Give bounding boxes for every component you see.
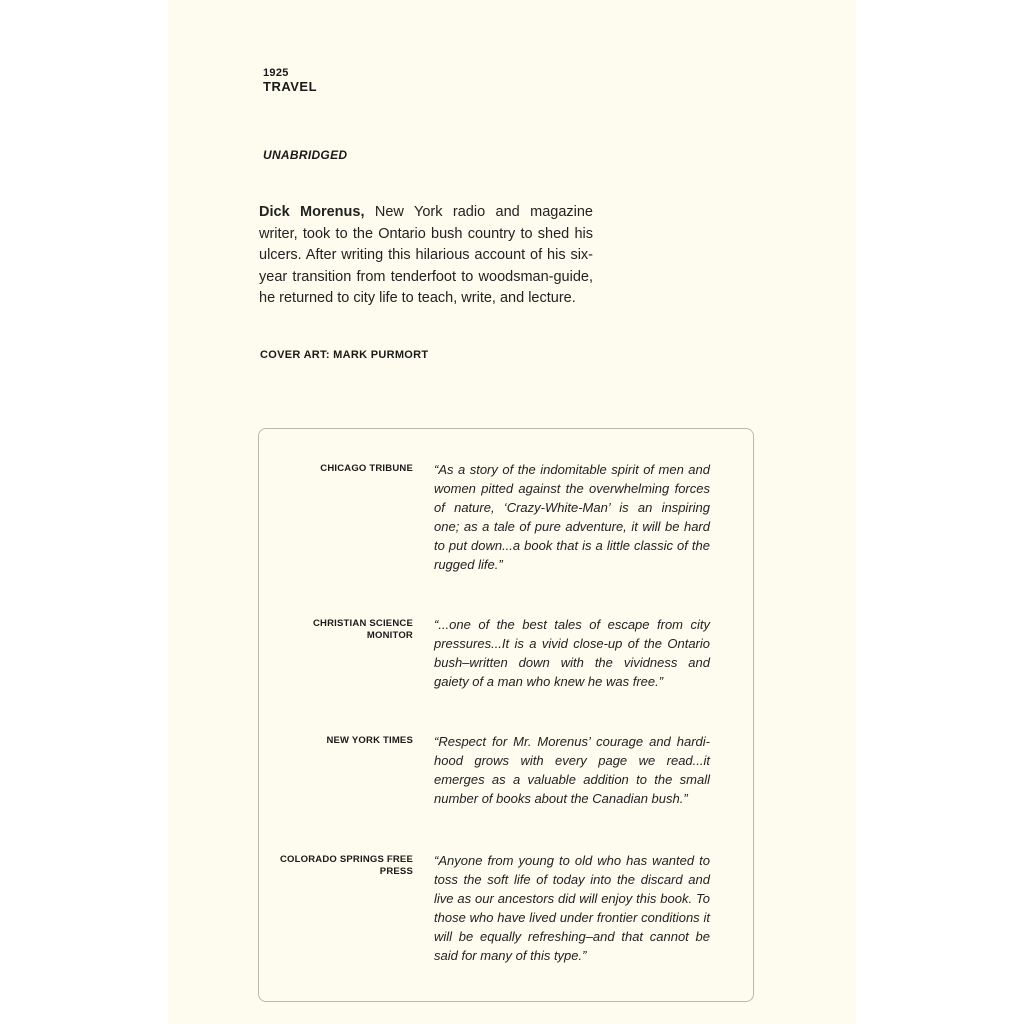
author-name: Dick Morenus, xyxy=(259,204,365,220)
reviews-panel xyxy=(258,428,754,1002)
edition-label: UNABRIDGED xyxy=(263,148,348,162)
review-quote: “Anyone from young to old who has wanted to toss the soft life of today into the discard and live as our ancestors did will enjoy this book. To those who have lived under frontier conditions it will be equally refreshing–and that cannot be said for many of this type.” xyxy=(434,853,710,963)
review-quote: “...one of the best tales of escape from city pressures...It is a vivid close-up of the Ontario bush–written down with the vividness and gaiety of a man who knew he was free.” xyxy=(434,617,710,689)
review-source: CHRISTIAN SCIENCE MONITOR xyxy=(313,618,413,641)
author-bio xyxy=(259,202,593,310)
review-source: CHICAGO TRIBUNE xyxy=(320,463,413,474)
review-quote: “Respect for Mr. Morenus’ courage and hardi-hood grows with every page we read...it emerges as a valuable addition to the small number of books about the Canadian bush.” xyxy=(434,734,710,806)
review-source: COLORADO SPRINGS FREE PRESS xyxy=(280,854,413,877)
category-label: TRAVEL xyxy=(263,79,318,94)
catalog-number: 1925 xyxy=(263,67,289,79)
author-bio-text: New York radio and magazine writer, took to the Ontario bush country to shed his ulcers. After writing this hilarious account of his six-year transition from tenderfoot to woodsman-guide, he returned to city life to teach, write, and lecture. xyxy=(259,204,593,306)
review-quote: “As a story of the indomitable spirit of men and women pitted against the overwhelming forces of nature, ‘Crazy-White-Man’ is an inspiring one; as a tale of pure adventure, it will be hard to put down...a book that is a little classic of the rugged life.” xyxy=(434,462,710,572)
cover-art-credit: COVER ART: MARK PURMORT xyxy=(260,349,429,361)
review-source: NEW YORK TIMES xyxy=(326,735,413,746)
